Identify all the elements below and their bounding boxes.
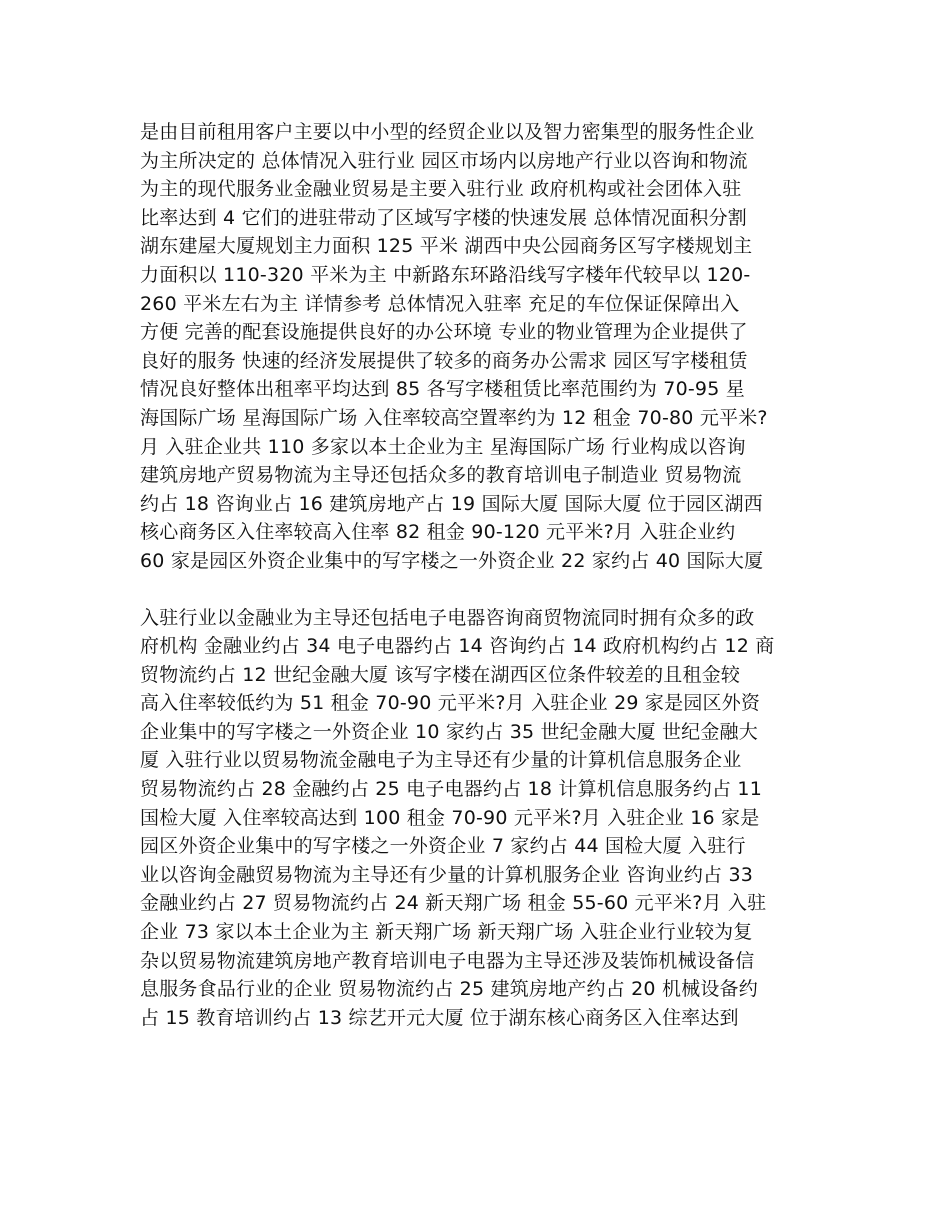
text-line: 杂以贸易物流建筑房地产教育培训电子电器为主导还涉及装饰机械设备信	[140, 949, 755, 972]
text-line: 比率达到 4 它们的进驻带动了区域写字楼的快速发展 总体情况面积分割	[140, 206, 748, 229]
text-line: 是由目前租用客户主要以中小型的经贸企业以及智力密集型的服务性企业	[140, 121, 755, 143]
text-line: 约占 18 咨询业占 16 建筑房地产占 19 国际大厦 国际大厦 位于园区湖西	[140, 492, 763, 515]
text-line: 湖东建屋大厦规划主力面积 125 平米 湖西中央公园商务区写字楼规划主	[140, 235, 753, 258]
text-line: 建筑房地产贸易物流为主导还包括众多的教育培训电子制造业 贸易物流	[140, 464, 742, 487]
paragraph-divider-space	[140, 576, 820, 604]
text-line: 园区外资企业集中的写字楼之一外资企业 7 家约占 44 国检大厦 入驻行	[140, 835, 746, 858]
text-line: 260 平米左右为主 详情参考 总体情况入驻率 充足的车位保证保障出入	[140, 292, 740, 315]
text-line: 核心商务区入住率较高入住率 82 租金 90-120 元平米?月 入驻企业约	[140, 521, 736, 544]
text-line: 国检大厦 入住率较高达到 100 租金 70-90 元平米?月 入驻企业 16 家是	[140, 806, 760, 829]
text-line: 息服务食品行业的企业 贸易物流约占 25 建筑房地产约占 20 机械设备约	[140, 978, 758, 1001]
document-page	[140, 118, 820, 1032]
text-line: 高入住率较低约为 51 租金 70-90 元平米?月 入驻企业 29 家是园区外资	[140, 692, 761, 715]
text-line: 占 15 教育培训约占 13 综艺开元大厦 位于湖东核心商务区入住率达到	[140, 1006, 739, 1029]
text-line: 力面积以 110-320 平米为主 中新路东环路沿线写字楼年代较早以 120-	[140, 263, 751, 286]
text-line: 为主所决定的 总体情况入驻行业 园区市场内以房地产行业以咨询和物流	[140, 149, 748, 172]
text-line: 企业集中的写字楼之一外资企业 10 家约占 35 世纪金融大厦 世纪金融大	[140, 720, 758, 743]
text-line: 月 入驻企业共 110 多家以本土企业为主 星海国际广场 行业构成以咨询	[140, 435, 746, 458]
text-line: 府机构 金融业约占 34 电子电器约占 14 咨询约占 14 政府机构约占 12 商	[140, 635, 775, 658]
text-line: 企业 73 家以本土企业为主 新天翔广场 新天翔广场 入驻企业行业较为复	[140, 921, 753, 944]
text-line: 业以咨询金融贸易物流为主导还有少量的计算机服务企业 咨询业约占 33	[140, 863, 754, 886]
text-line: 入驻行业以金融业为主导还包括电子电器咨询商贸物流同时拥有众多的政	[140, 606, 755, 629]
text-line: 情况良好整体出租率平均达到 85 各写字楼租赁比率范围约为 70-95 星	[140, 378, 745, 401]
text-line: 为主的现代服务业金融业贸易是主要入驻行业 政府机构或社会团体入驻	[140, 178, 742, 201]
text-line: 金融业约占 27 贸易物流约占 24 新天翔广场 租金 55-60 元平米?月 入驻	[140, 892, 767, 915]
paragraph-2	[140, 604, 820, 1033]
text-line: 贸易物流约占 28 金融约占 25 电子电器约占 18 计算机信息服务约占 11	[140, 778, 762, 801]
text-line: 海国际广场 星海国际广场 入住率较高空置率约为 12 租金 70-80 元平米?	[140, 406, 768, 429]
paragraph-1	[140, 118, 820, 576]
text-line: 贸物流约占 12 世纪金融大厦 该写字楼在湖西区位条件较差的且租金较	[140, 663, 741, 686]
text-line: 厦 入驻行业以贸易物流金融电子为主导还有少量的计算机信息服务企业	[140, 749, 742, 772]
text-line: 良好的服务 快速的经济发展提供了较多的商务办公需求 园区写字楼租赁	[140, 349, 748, 372]
text-line: 60 家是园区外资企业集中的写字楼之一外资企业 22 家约占 40 国际大厦	[140, 549, 764, 572]
text-line: 方便 完善的配套设施提供良好的办公环境 专业的物业管理为企业提供了	[140, 321, 748, 344]
